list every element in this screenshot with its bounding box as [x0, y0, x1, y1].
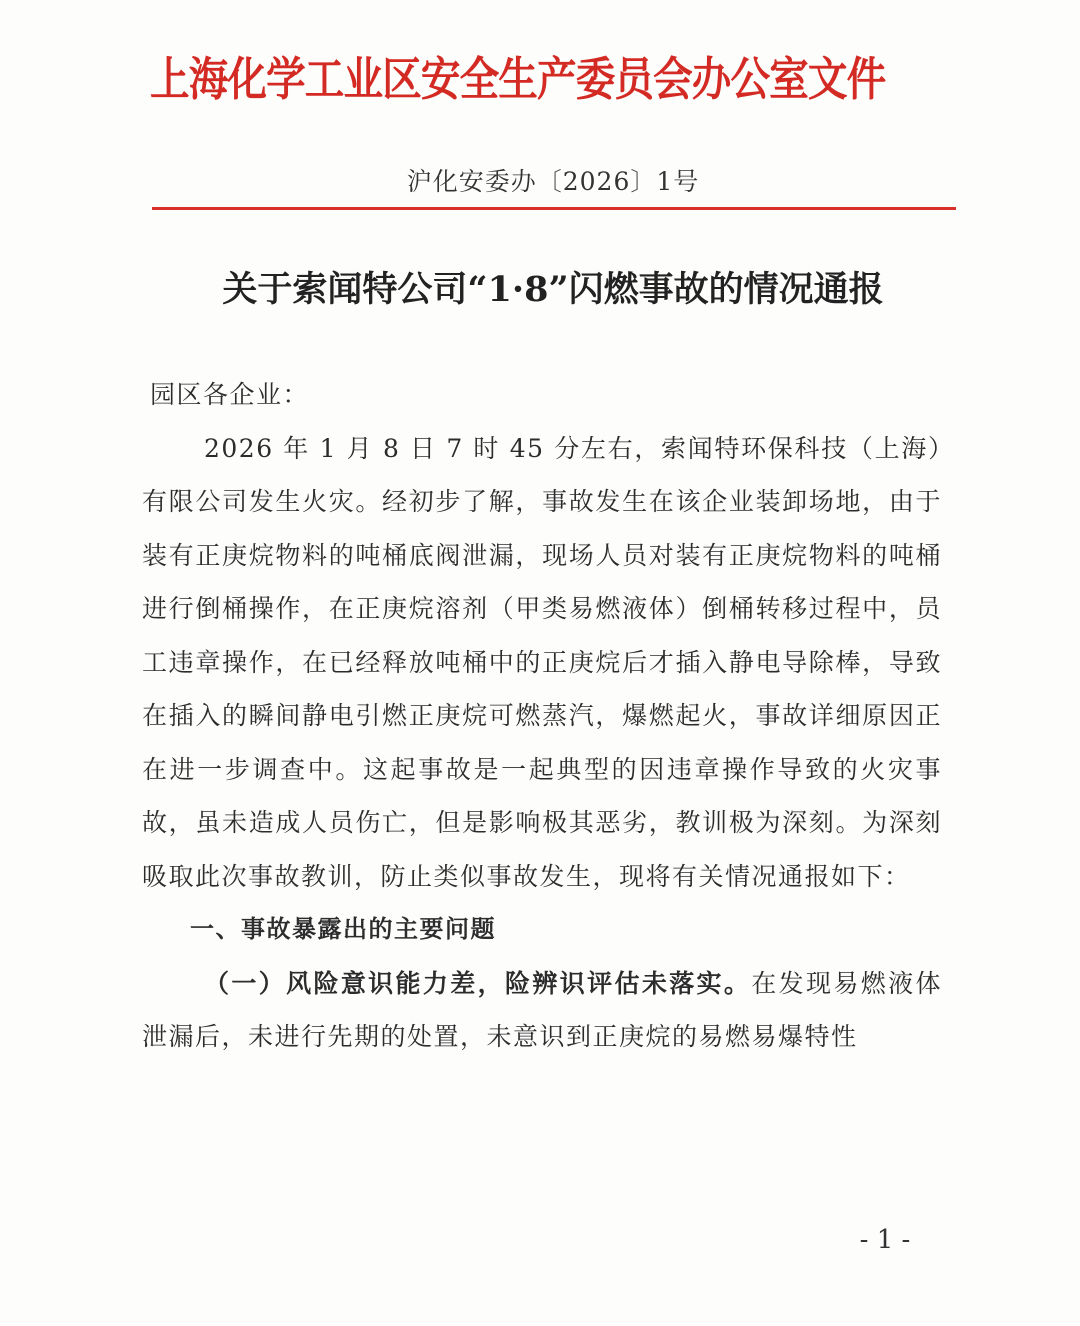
salutation: 园区各企业：: [150, 380, 310, 409]
document-body: [142, 368, 942, 1064]
subsection-text: 在发现易燃液体泄漏后，未进行先期的处置，未意识到正庚烷的易燃易爆特性: [142, 968, 942, 1051]
issuer-header-title: 上海化学工业区安全生产委员会办公室文件: [150, 52, 886, 106]
subsection-lead: （一）风险意识能力差，险辨识评估未落实。: [204, 968, 752, 998]
section-heading: 一、事故暴露出的主要问题: [190, 915, 496, 943]
page-number: - 1 -: [859, 1225, 911, 1255]
subsection-paragraph: [142, 957, 942, 1064]
notice-title: 关于索闻特公司“1·8”闪燃事故的情况通报: [222, 269, 884, 310]
document-number: 沪化安委办〔2026〕1号: [406, 167, 700, 196]
red-divider-line: [152, 207, 956, 210]
body-paragraph: 2026 年 1 月 8 日 7 时 45 分左右，索闻特环保科技（上海）有限公司发生火灾。经初步了解，事故发生在该企业装卸场地，由于装有正庚烷物料的吨桶底阀泄漏，现场人员对装有正庚烷物料的吨桶进行倒桶操作，在正庚烷溶剂（甲类易燃液体）倒桶转移过程中，员工违章操作，在已经释放吨桶中的正庚烷后才插入静电导除棒，导致在插入的瞬间静电引燃正庚烷可燃蒸汽，爆燃起火，事故详细原因正在进一步调查中。这起事故是一起典型的因违章操作导致的火灾事故，虽未造成人员伤亡，但是影响极其恶劣，教训极为深刻。为深刻吸取此次事故教训，防止类似事故发生，现将有关情况通报如下：: [142, 433, 942, 891]
